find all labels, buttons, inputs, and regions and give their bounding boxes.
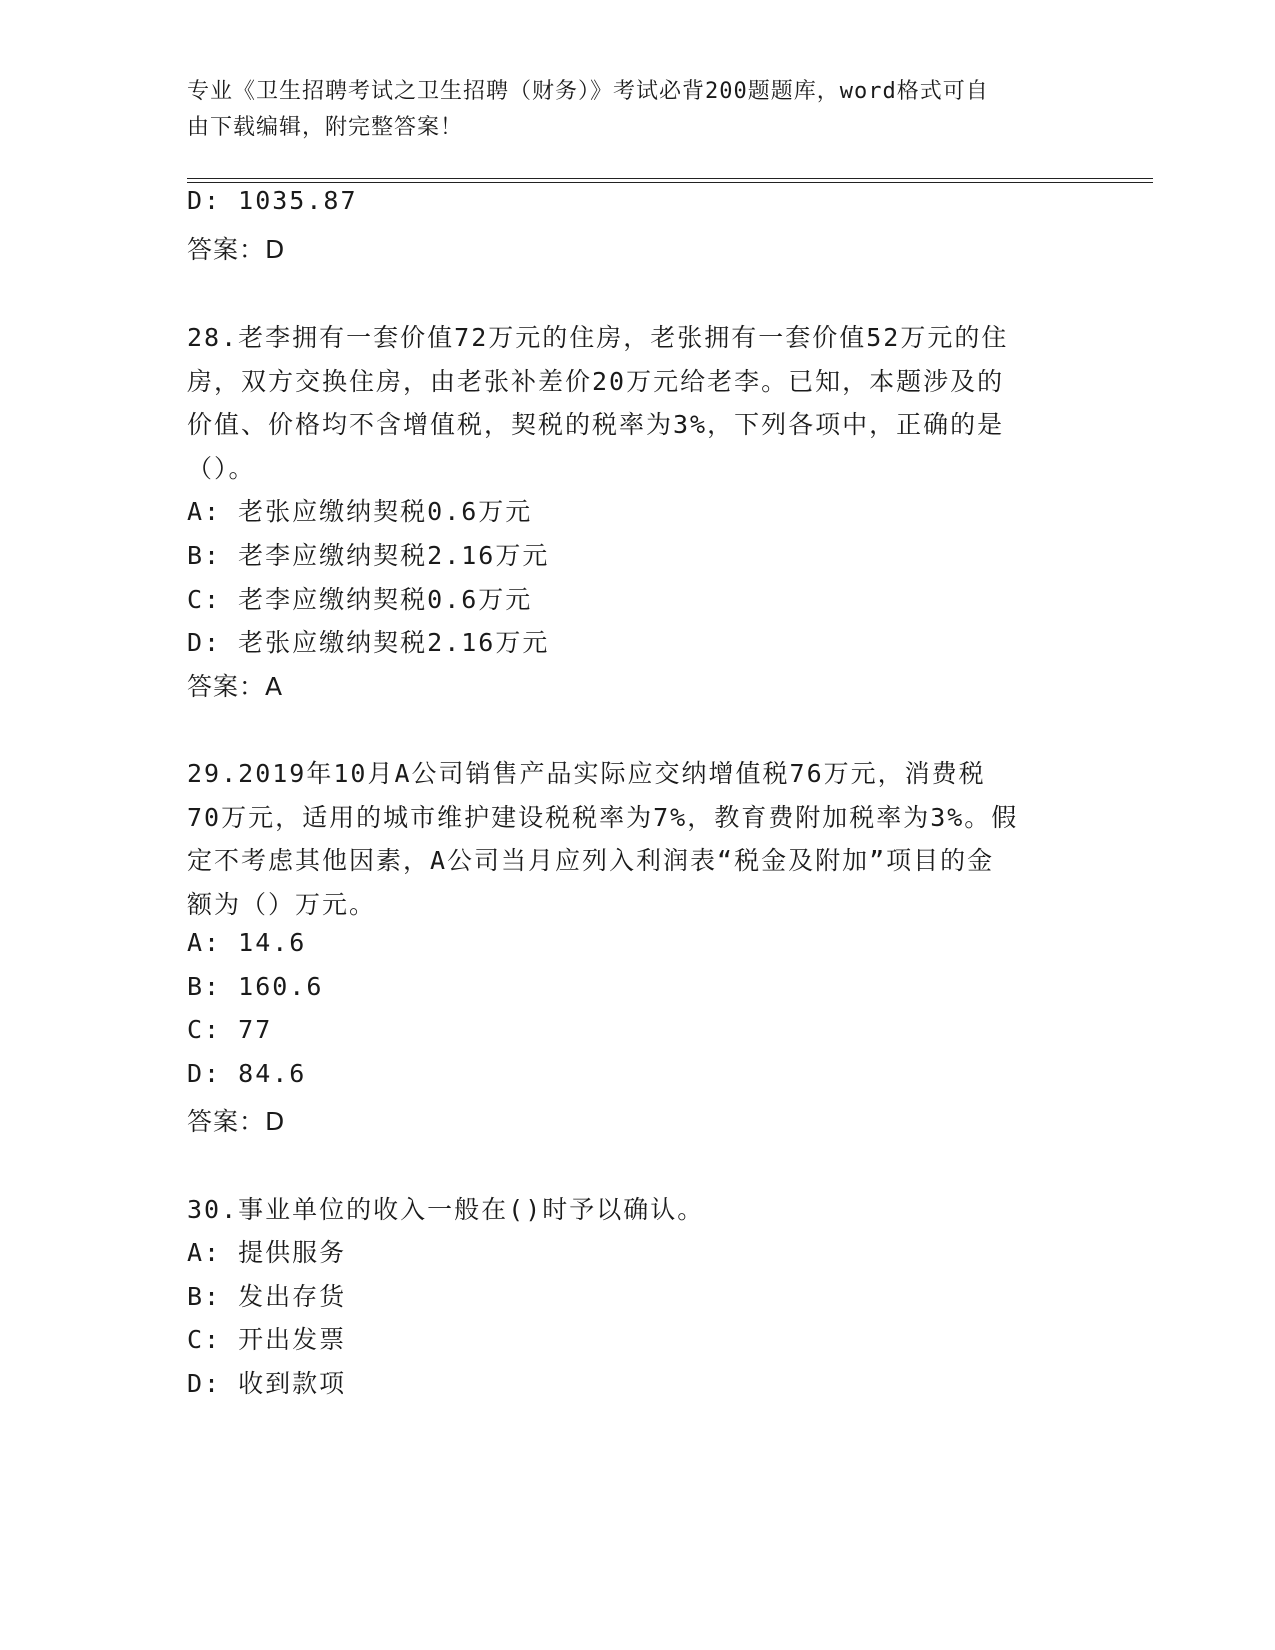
q28-option-a: A: 老张应缴纳契税0.6万元: [187, 497, 533, 526]
q30-option-a: A: 提供服务: [187, 1238, 347, 1267]
q28-option-c: C: 老李应缴纳契税0.6万元: [187, 585, 533, 614]
document-header: [187, 74, 1067, 146]
q28-option-b: B: 老李应缴纳契税2.16万元: [187, 541, 550, 570]
q29-stem-line-4: 额为（）万元。: [187, 890, 377, 919]
prev-answer: 答案：D: [187, 235, 286, 264]
q29-option-c: C: 77: [187, 1015, 273, 1044]
q30-option-b: B: 发出存货: [187, 1282, 347, 1311]
q29-option-d: D: 84.6: [187, 1059, 307, 1088]
q29-stem-line-3: 定不考虑其他因素，A公司当月应列入利润表“税金及附加”项目的金: [187, 846, 995, 875]
header-line-2: 由下载编辑，附完整答案！: [187, 115, 464, 140]
header-line-1: 专业《卫生招聘考试之卫生招聘（财务）》考试必背200题题库，word格式可自: [187, 79, 989, 104]
q30-option-c: C: 开出发票: [187, 1325, 347, 1354]
q29-option-b: B: 160.6: [187, 972, 324, 1001]
q28-stem-line-3: 价值、价格均不含增值税，契税的税率为3%，下列各项中，正确的是: [187, 410, 1005, 439]
q29-stem-line-1: 29.2019年10月A公司销售产品实际应交纳增值税76万元，消费税: [187, 759, 986, 788]
q30-stem-line-1: 30.事业单位的收入一般在()时予以确认。: [187, 1195, 705, 1224]
prev-option-d: D: 1035.87: [187, 186, 358, 215]
q29-answer: 答案：D: [187, 1107, 286, 1136]
header-divider-top: [187, 178, 1153, 179]
q28-option-d: D: 老张应缴纳契税2.16万元: [187, 628, 550, 657]
q30-option-d: D: 收到款项: [187, 1369, 347, 1398]
q29-stem-line-2: 70万元，适用的城市维护建设税税率为7%，教育费附加税率为3%。假: [187, 803, 1019, 832]
q28-stem-line-2: 房，双方交换住房，由老张补差价20万元给老李。已知，本题涉及的: [187, 367, 1005, 396]
q28-stem-line-4: （）。: [187, 454, 256, 483]
q28-stem-line-1: 28.老李拥有一套价值72万元的住房，老张拥有一套价值52万元的住: [187, 323, 1009, 352]
q29-option-a: A: 14.6: [187, 928, 307, 957]
q28-answer: 答案：A: [187, 672, 284, 701]
header-divider-bottom: [187, 182, 1153, 183]
